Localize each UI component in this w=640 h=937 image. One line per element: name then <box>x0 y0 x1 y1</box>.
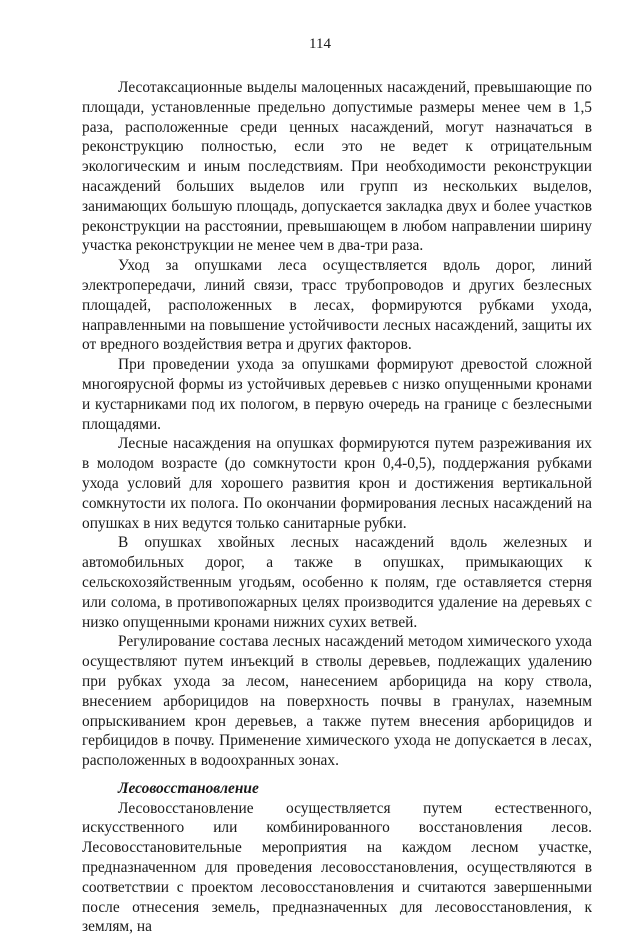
paragraph-chemical-care: Регулирование состава лесных насаждений методом химического ухода осуществляют путем инъекций в стволы деревьев, подлежащих удалению при рубках ухода за лесом, нанесением арборицида на кору ствола, внесением арборицидов на поверхность почвы в гранулах, наземным опрыскиванием крон деревьев, а также путем внесения арборицидов и гербицидов в почву. Применение химического ухода не допускается в лесах, расположенных в водоохранных зонах. <box>82 633 592 770</box>
document-body <box>82 78 592 937</box>
paragraph-reconstruction: Лесотаксационные выделы малоценных насаждений, превышающие по площади, установленные предельно допустимые размеры менее чем в 1,5 раза, расположенные среди ценных насаждений, могут назначаться в реконструкцию полностью, если это не ведет к отрицательным экологическим и иным последствиям. При необходимости реконструкции насаждений больших выделов или групп из нескольких выделов, занимающих большую площадь, допускается закладка двух и более участков реконструкции на расстоянии, превышающем в любом направлении ширину участка реконструкции не менее чем в два-три раза. <box>82 79 592 255</box>
paragraph-reforestation: Лесовосстановление осуществляется путем естественного, искусственного или комбинированного восстановления лесов. Лесовосстановительные мероприятия на каждом лесном участке, предназначенном для проведения лесовосстановления, осуществляются в соответствии с проектом лесовосстановления и считаются завершенными после отнесения земель, предназначенных для лесовосстановления, к землям, на <box>82 799 592 936</box>
paragraph-fire-prevention: В опушках хвойных лесных насаждений вдоль железных и автомобильных дорог, а также в опушках, примыкающих к сельскохозяйственным угодьям, особенно к полям, где оставляется стерня или солома, в противопожарных целях производится удаление на деревьях с низко опущенными кронами нижних сухих ветвей. <box>82 534 592 631</box>
paragraph-edge-stand-form: При проведении ухода за опушками формируют древостой сложной многоярусной формы из устойчивых деревьев с низко опущенными кронами и кустарниками под их пологом, в первую очередь на границе с безлесными площадями. <box>82 356 592 433</box>
section-heading: Лесовосстановление <box>118 779 259 797</box>
paragraph-edge-care: Уход за опушками леса осуществляется вдоль дорог, линий электропередачи, линий связи, трасс трубопроводов и других безлесных площадей, расположенных в лесах, формируются рубками ухода, направленными на повышение устойчивости лесных насаждений, защиты их от вредного воздействия ветра и других факторов. <box>82 257 592 354</box>
page-number: 114 <box>309 36 331 52</box>
paragraph-edge-thinning: Лесные насаждения на опушках формируются путем разреживания их в молодом возрасте (до сомкнутости крон 0,4-0,5), поддержания рубками ухода условий для хорошего развития крон и достижения вертикальной сомкнутости их полога. По окончании формирования лесных насаждений на опушках в них ведутся только санитарные рубки. <box>82 435 592 532</box>
